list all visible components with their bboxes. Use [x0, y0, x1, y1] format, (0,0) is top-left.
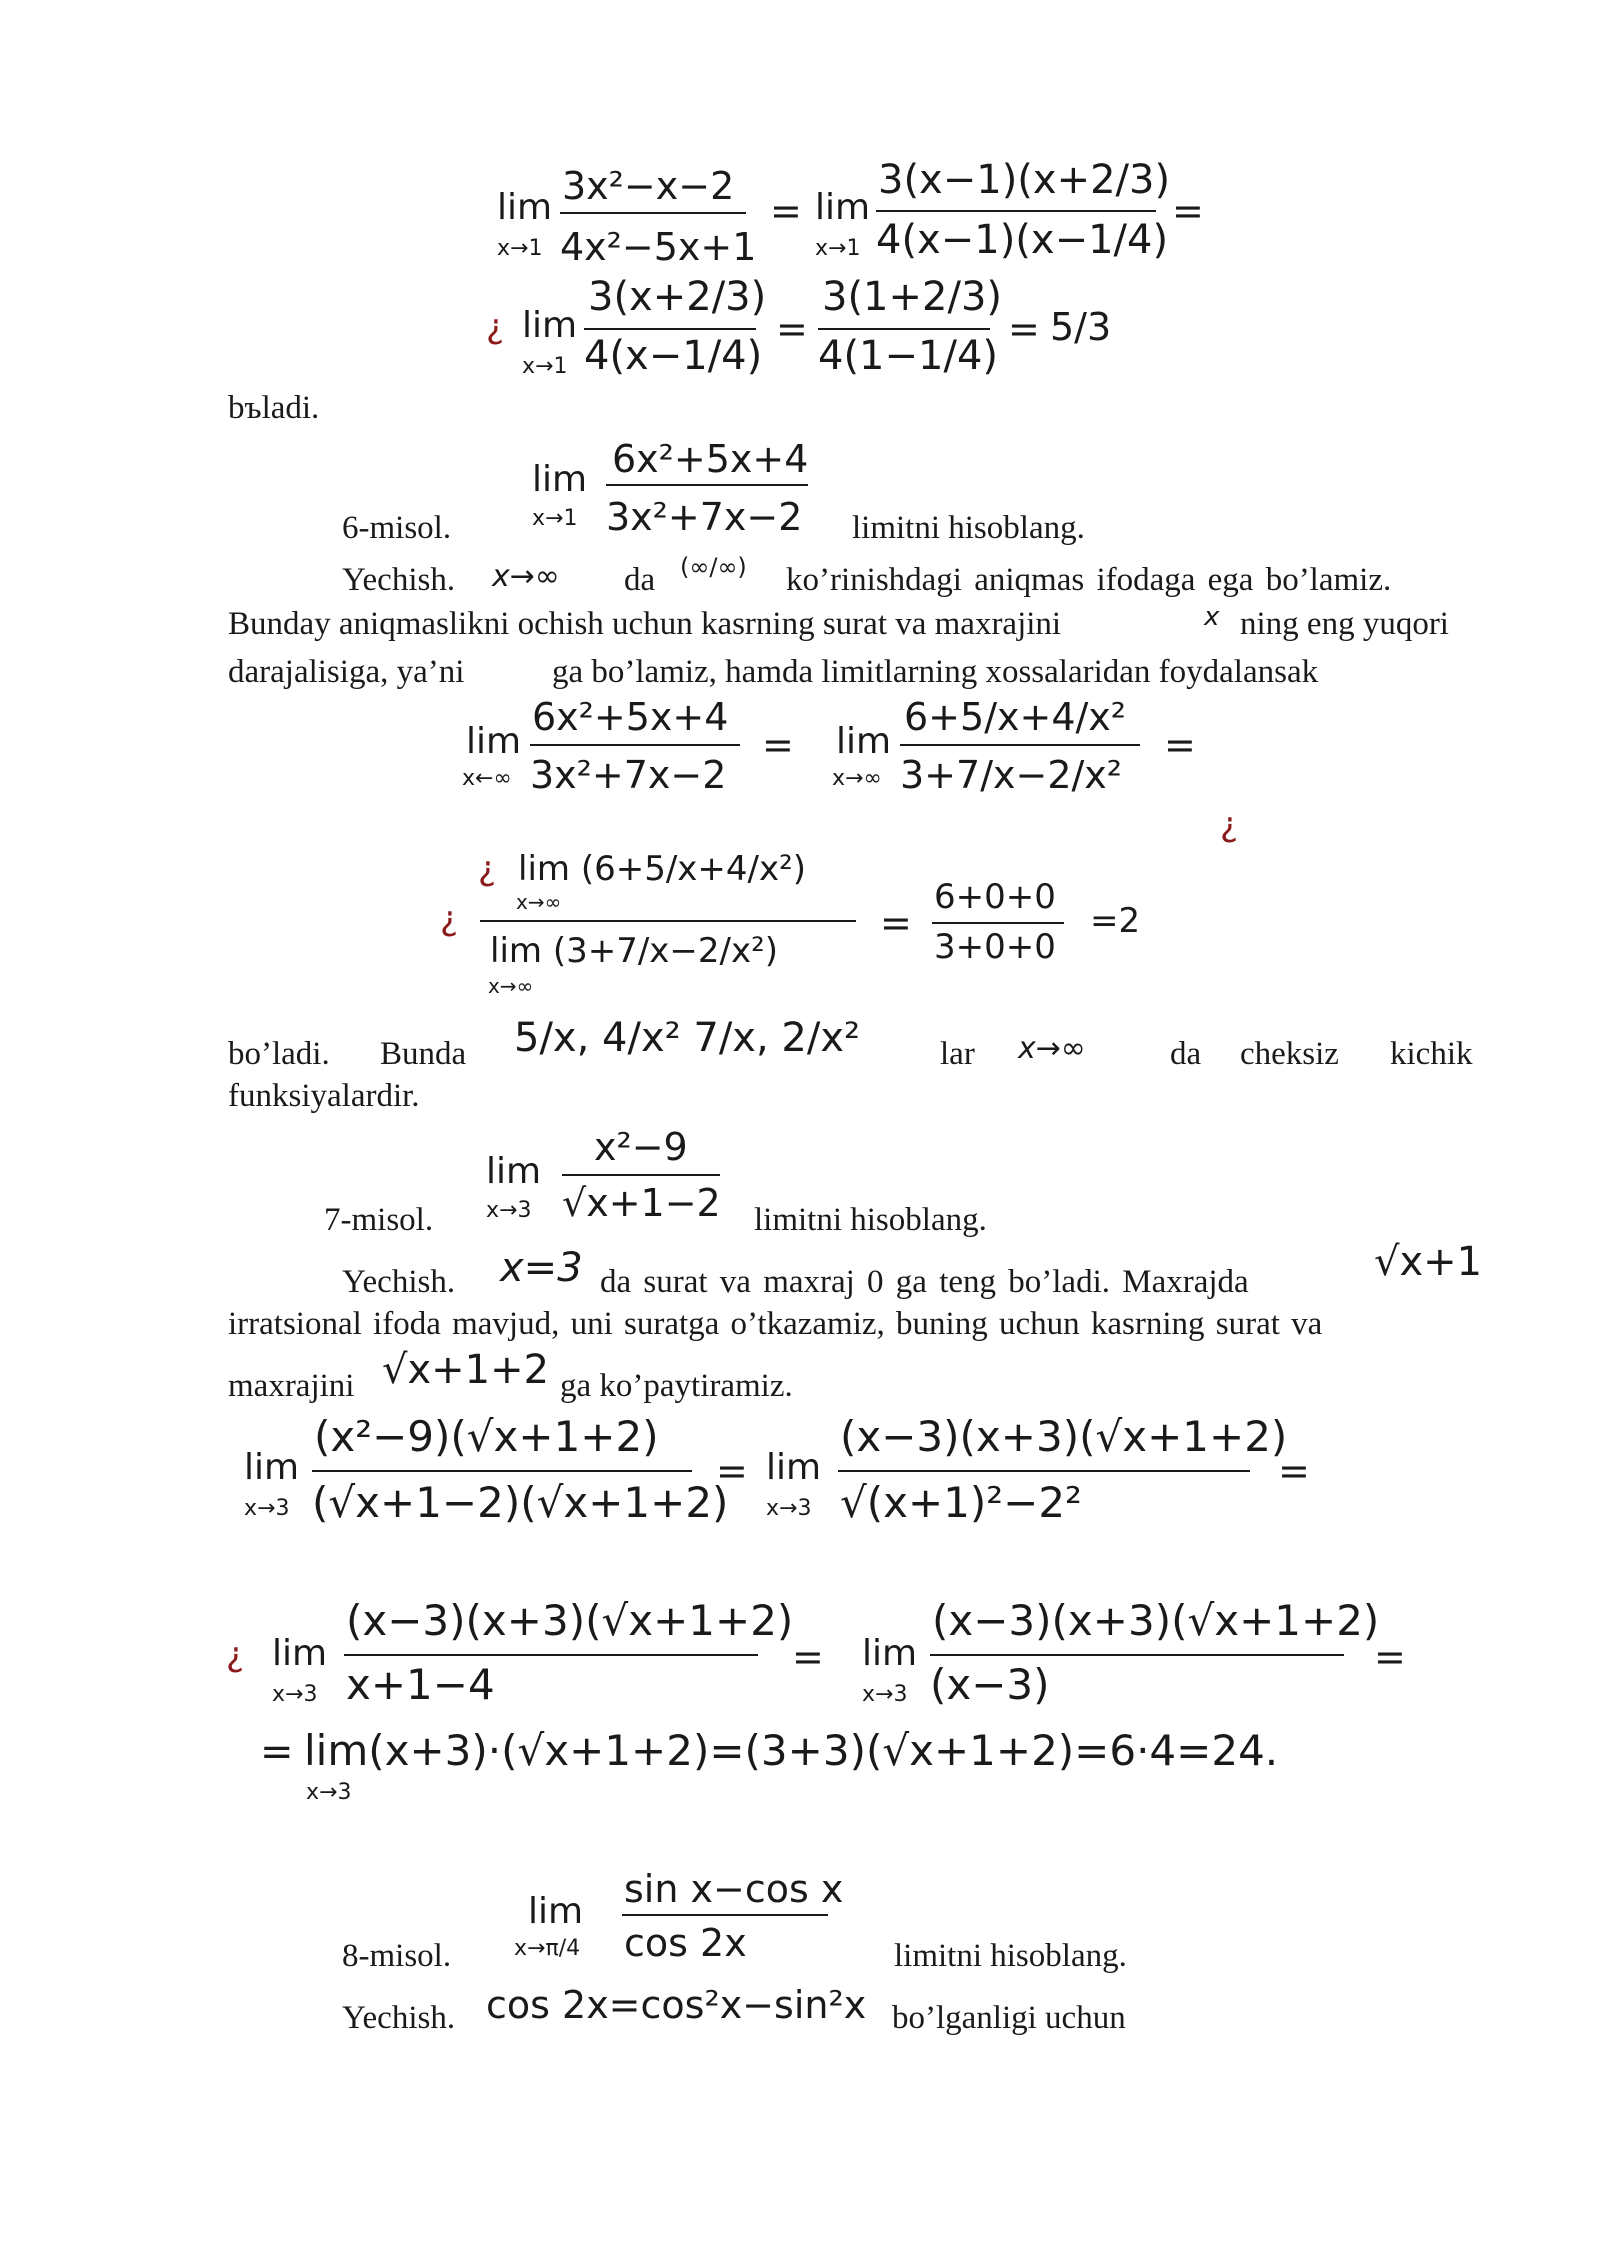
paragraph-text: da — [624, 562, 656, 598]
fraction-denominator: x+1−4 — [346, 1660, 495, 1709]
fraction-numerator: lim (6+5/x+4/x²) — [518, 849, 807, 889]
fraction-bar — [818, 328, 990, 330]
final-result: lim(x+3)·(√x+1+2)=(3+3)(√x+1+2)=6·4=24. — [304, 1726, 1279, 1775]
paragraph-text: bo’ladi. — [228, 1036, 330, 1072]
paragraph-text: ga ko’paytiramiz. — [560, 1368, 793, 1404]
fraction-bar — [560, 212, 746, 214]
inverted-question-mark: ¿ — [486, 307, 505, 347]
equals-sign: = — [770, 189, 802, 233]
fraction-denominator: (x−3) — [930, 1660, 1050, 1709]
condition-value: x=3 — [500, 1245, 583, 1291]
paragraph-text: funksiyalardir. — [228, 1078, 420, 1114]
lim-subscript: x→3 — [486, 1198, 532, 1223]
infinitesimal-list: 5/x, 4/x² 7/x, 2/x² — [514, 1015, 861, 1061]
lim-subscript: x→1 — [532, 506, 578, 531]
fraction-bar — [562, 1174, 720, 1176]
paragraph-text: ga bo’lamiz, hamda limitlarning xossalaridan foydalansak — [552, 654, 1319, 690]
paragraph-text: da surat va maxraj 0 ga teng bo’ladi. Maxrajda — [600, 1264, 1249, 1300]
fraction-bar — [530, 744, 740, 746]
lim-subscript: x→∞ — [516, 890, 562, 914]
fraction-bar — [930, 1654, 1344, 1656]
indeterminate-form: (∞/∞) — [680, 553, 747, 581]
fraction-numerator: 6+0+0 — [934, 877, 1056, 917]
fraction-bar — [344, 1654, 758, 1656]
fraction-denominator: 3+7/x−2/x² — [900, 753, 1123, 797]
fraction-bar — [606, 484, 808, 486]
fraction-bar — [838, 1470, 1250, 1472]
paragraph-text: ning eng yuqori — [1240, 606, 1449, 642]
fraction-denominator: √x+1−2 — [562, 1181, 721, 1225]
lim-subscript: x←∞ — [462, 766, 512, 791]
inverted-question-mark: ¿ — [478, 849, 497, 889]
fraction-bar — [622, 1914, 828, 1916]
fraction-bar — [312, 1470, 692, 1472]
lim-text: lim — [766, 1447, 822, 1488]
solution-label: Yechish. — [342, 2000, 456, 2036]
fraction-denominator: (√x+1−2)(√x+1+2) — [312, 1478, 729, 1527]
fraction-denominator: 4(1−1/4) — [818, 333, 998, 379]
lim-text: lim — [815, 187, 871, 228]
fraction-denominator: cos 2x — [624, 1921, 747, 1965]
fraction-numerator: 3x²−x−2 — [562, 164, 735, 208]
paragraph-text: ko’rinishdagi aniqmas ifodaga ega bo’lamiz. — [786, 562, 1392, 598]
fraction-denominator: √(x+1)²−2² — [840, 1478, 1082, 1527]
lim-text: lim — [528, 1891, 584, 1932]
lim-subscript: x→1 — [497, 236, 543, 261]
sqrt-expression: √x+1 — [1374, 1239, 1483, 1285]
variable-x: x — [1204, 602, 1220, 632]
fraction-denominator: 3+0+0 — [934, 927, 1056, 967]
equals-sign: = — [776, 307, 808, 351]
lim-text: lim — [486, 1151, 542, 1192]
equals-sign: = — [260, 1729, 294, 1775]
fraction-numerator: x²−9 — [594, 1125, 688, 1169]
inverted-question-mark: ¿ — [226, 1635, 245, 1675]
paragraph-text: irratsional ifoda mavjud, uni suratga o’tkazamiz, buning uchun kasrning surat va — [228, 1306, 1323, 1342]
example-label: 8-misol. — [342, 1938, 452, 1974]
fraction-numerator: 3(x−1)(x+2/3) — [878, 157, 1171, 203]
inverted-question-mark: ¿ — [440, 899, 459, 939]
equals-sign: = — [716, 1449, 748, 1493]
solution-label: Yechish. — [342, 1264, 456, 1300]
paragraph-text: kichik — [1390, 1036, 1473, 1072]
equals-sign: = — [1164, 723, 1196, 767]
lim-subscript: x→π/4 — [514, 1936, 581, 1961]
lim-subscript: x→3 — [272, 1682, 318, 1707]
paragraph-text: maxrajini — [228, 1368, 355, 1404]
lim-subscript: x→3 — [306, 1780, 352, 1805]
fraction-denominator: 3x²+7x−2 — [530, 753, 727, 797]
sqrt-expression: √x+1+2 — [382, 1347, 550, 1393]
lim-text: lim — [836, 721, 892, 762]
equals-sign: = — [792, 1635, 824, 1679]
lim-text: lim — [272, 1633, 328, 1674]
equals-sign: = — [1278, 1449, 1310, 1493]
paragraph-text: limitni hisoblang. — [754, 1202, 987, 1238]
inverted-question-mark: ¿ — [1220, 805, 1239, 845]
fraction-numerator: (x−3)(x+3)(√x+1+2) — [932, 1596, 1380, 1645]
fraction-numerator: 3(x+2/3) — [588, 274, 767, 320]
fraction-bar — [900, 744, 1140, 746]
paragraph-text: bъladi. — [228, 390, 320, 426]
fraction-numerator: 6x²+5x+4 — [612, 437, 809, 481]
lim-text: lim — [497, 187, 553, 228]
fraction-denominator: 4(x−1)(x−1/4) — [876, 217, 1169, 263]
identity-formula: cos 2x=cos²x−sin²x — [486, 1983, 867, 2027]
fraction-numerator: 3(1+2/3) — [822, 274, 1002, 320]
fraction-bar — [584, 328, 756, 330]
fraction-bar — [876, 210, 1156, 212]
example-label: 6-misol. — [342, 510, 452, 546]
lim-subscript: x→∞ — [488, 974, 534, 998]
lim-subscript: x→1 — [522, 354, 568, 379]
lim-subscript: x→3 — [766, 1496, 812, 1521]
fraction-bar — [480, 920, 856, 922]
paragraph-text: darajalisiga, ya’ni — [228, 654, 465, 690]
limit-condition: x→∞ — [492, 559, 560, 594]
lim-subscript: x→∞ — [832, 766, 882, 791]
fraction-numerator: 6+5/x+4/x² — [904, 695, 1127, 739]
result-value: =2 — [1090, 901, 1141, 941]
fraction-denominator: lim (3+7/x−2/x²) — [490, 931, 779, 971]
limit-condition: x→∞ — [1018, 1031, 1086, 1066]
paragraph-text: Bunday aniqmaslikni ochish uchun kasrning surat va maxrajini — [228, 606, 1062, 642]
fraction-denominator: 4(x−1/4) — [584, 333, 763, 379]
lim-subscript: x→3 — [244, 1496, 290, 1521]
equals-sign: = — [1172, 189, 1204, 233]
lim-subscript: x→3 — [862, 1682, 908, 1707]
equals-sign: = — [880, 901, 912, 945]
solution-label: Yechish. — [342, 562, 456, 598]
result-value: 5/3 — [1050, 305, 1112, 349]
lim-subscript: x→1 — [815, 236, 861, 261]
example-label: 7-misol. — [324, 1202, 434, 1238]
fraction-bar — [932, 922, 1064, 924]
lim-text: lim — [862, 1633, 918, 1674]
fraction-denominator: 3x²+7x−2 — [606, 495, 803, 539]
paragraph-text: Bunda — [380, 1036, 467, 1072]
equals-sign: = — [1374, 1635, 1406, 1679]
fraction-numerator: (x²−9)(√x+1+2) — [314, 1412, 659, 1461]
paragraph-text: da — [1170, 1036, 1202, 1072]
paragraph-text: limitni hisoblang. — [894, 1938, 1127, 1974]
equals-sign: = — [762, 723, 794, 767]
fraction-denominator: 4x²−5x+1 — [560, 225, 757, 269]
paragraph-text: lar — [940, 1036, 975, 1072]
paragraph-text: limitni hisoblang. — [852, 510, 1085, 546]
fraction-numerator: (x−3)(x+3)(√x+1+2) — [840, 1412, 1288, 1461]
lim-text: lim — [522, 305, 578, 346]
lim-text: lim — [244, 1447, 300, 1488]
paragraph-text: bo’lganligi uchun — [892, 2000, 1126, 2036]
paragraph-text: cheksiz — [1240, 1036, 1339, 1072]
fraction-numerator: 6x²+5x+4 — [532, 695, 729, 739]
lim-text: lim — [466, 721, 522, 762]
equals-sign: = — [1008, 307, 1040, 351]
lim-text: lim — [532, 459, 588, 500]
fraction-numerator: sin x−cos x — [624, 1867, 844, 1911]
fraction-numerator: (x−3)(x+3)(√x+1+2) — [346, 1596, 794, 1645]
